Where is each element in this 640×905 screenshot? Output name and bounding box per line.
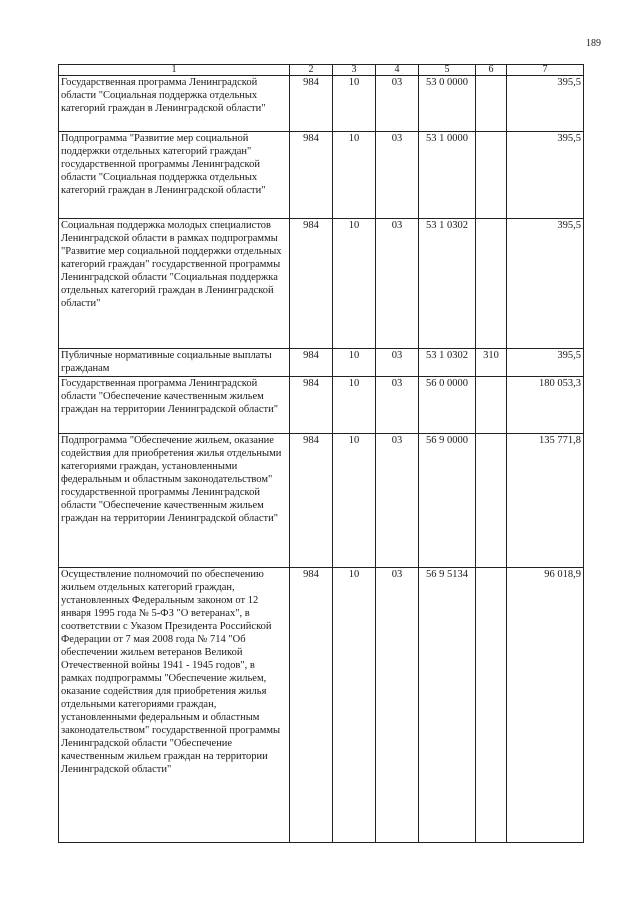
row-expense-type [476, 377, 507, 434]
table-row [59, 219, 584, 349]
row-name: Публичные нормативные социальные выплаты гражданам [59, 349, 290, 377]
row-target-code: 56 0 0000 [419, 377, 476, 434]
row-section: 10 [333, 132, 376, 219]
row-section: 10 [333, 76, 376, 132]
row-target-code: 53 1 0000 [419, 132, 476, 219]
row-admin-code: 984 [290, 434, 333, 568]
table-row [59, 132, 584, 219]
row-name: Осуществление полномочий по обеспечению жильем отдельных категорий граждан, установленных Федеральным законом от 12 января 1995 года № 5-ФЗ "О ветеранах", в соответствии с Указом Президента Российской Федерации от 7 мая 2008 года № 714 "Об обеспечении жильем ветеранов Великой Отечественной войны 1941 - 1945 годов", в рамках подпрограммы "Обеспечение жильем, оказание содействия для приобретения жилья отдельными категориями граждан, установленными федеральным и областным законодательством" государственной программы Ленинградской области "Обеспечение качественным жильем граждан на территории Ленинградской области" [59, 568, 290, 843]
row-expense-type [476, 568, 507, 843]
row-subsection: 03 [376, 219, 419, 349]
row-name: Социальная поддержка молодых специалистов Ленинградской области в рамках подпрограммы "Развитие мер социальной поддержки отдельных категорий граждан" государственной программы Ленинградской области "Социальная поддержка отдельных категорий граждан в Ленинградской области" [59, 219, 290, 349]
row-expense-type [476, 132, 507, 219]
table-row [59, 568, 584, 843]
header-row [59, 65, 584, 76]
col-header-2: 2 [290, 65, 333, 76]
table-row [59, 349, 584, 377]
budget-table [58, 64, 584, 843]
row-subsection: 03 [376, 434, 419, 568]
row-target-code: 56 9 5134 [419, 568, 476, 843]
row-subsection: 03 [376, 349, 419, 377]
row-section: 10 [333, 377, 376, 434]
row-target-code: 53 0 0000 [419, 76, 476, 132]
row-section: 10 [333, 434, 376, 568]
col-header-6: 6 [476, 65, 507, 76]
row-amount: 395,5 [507, 132, 584, 219]
col-header-5: 5 [419, 65, 476, 76]
row-name: Подпрограмма "Обеспечение жильем, оказание содействия для приобретения жилья отдельными категориями граждан, установленными федеральным и областным законодательством" государственной программы Ленинградской области "Обеспечение качественным жильем граждан на территории Ленинградской области" [59, 434, 290, 568]
col-header-3: 3 [333, 65, 376, 76]
row-admin-code: 984 [290, 76, 333, 132]
row-admin-code: 984 [290, 349, 333, 377]
row-expense-type: 310 [476, 349, 507, 377]
row-subsection: 03 [376, 568, 419, 843]
row-amount: 395,5 [507, 76, 584, 132]
row-name: Государственная программа Ленинградской области "Обеспечение качественным жильем граждан на территории Ленинградской области" [59, 377, 290, 434]
table-row [59, 76, 584, 132]
row-section: 10 [333, 219, 376, 349]
row-expense-type [476, 219, 507, 349]
row-admin-code: 984 [290, 568, 333, 843]
row-amount: 395,5 [507, 349, 584, 377]
row-amount: 180 053,3 [507, 377, 584, 434]
row-expense-type [476, 76, 507, 132]
row-admin-code: 984 [290, 132, 333, 219]
row-subsection: 03 [376, 76, 419, 132]
row-target-code: 53 1 0302 [419, 349, 476, 377]
row-target-code: 53 1 0302 [419, 219, 476, 349]
row-section: 10 [333, 349, 376, 377]
row-name: Подпрограмма "Развитие мер социальной поддержки отдельных категорий граждан" государственной программы Ленинградской области "Социальная поддержка отдельных категорий граждан в Ленинградской области" [59, 132, 290, 219]
row-amount: 96 018,9 [507, 568, 584, 843]
col-header-7: 7 [507, 65, 584, 76]
table-row [59, 377, 584, 434]
row-amount: 135 771,8 [507, 434, 584, 568]
row-amount: 395,5 [507, 219, 584, 349]
row-subsection: 03 [376, 377, 419, 434]
row-subsection: 03 [376, 132, 419, 219]
row-name: Государственная программа Ленинградской области "Социальная поддержка отдельных категорий граждан в Ленинградской области" [59, 76, 290, 132]
row-expense-type [476, 434, 507, 568]
row-admin-code: 984 [290, 219, 333, 349]
table-row [59, 434, 584, 568]
row-target-code: 56 9 0000 [419, 434, 476, 568]
row-admin-code: 984 [290, 377, 333, 434]
col-header-1: 1 [59, 65, 290, 76]
page-number: 189 [586, 38, 601, 49]
col-header-4: 4 [376, 65, 419, 76]
row-section: 10 [333, 568, 376, 843]
